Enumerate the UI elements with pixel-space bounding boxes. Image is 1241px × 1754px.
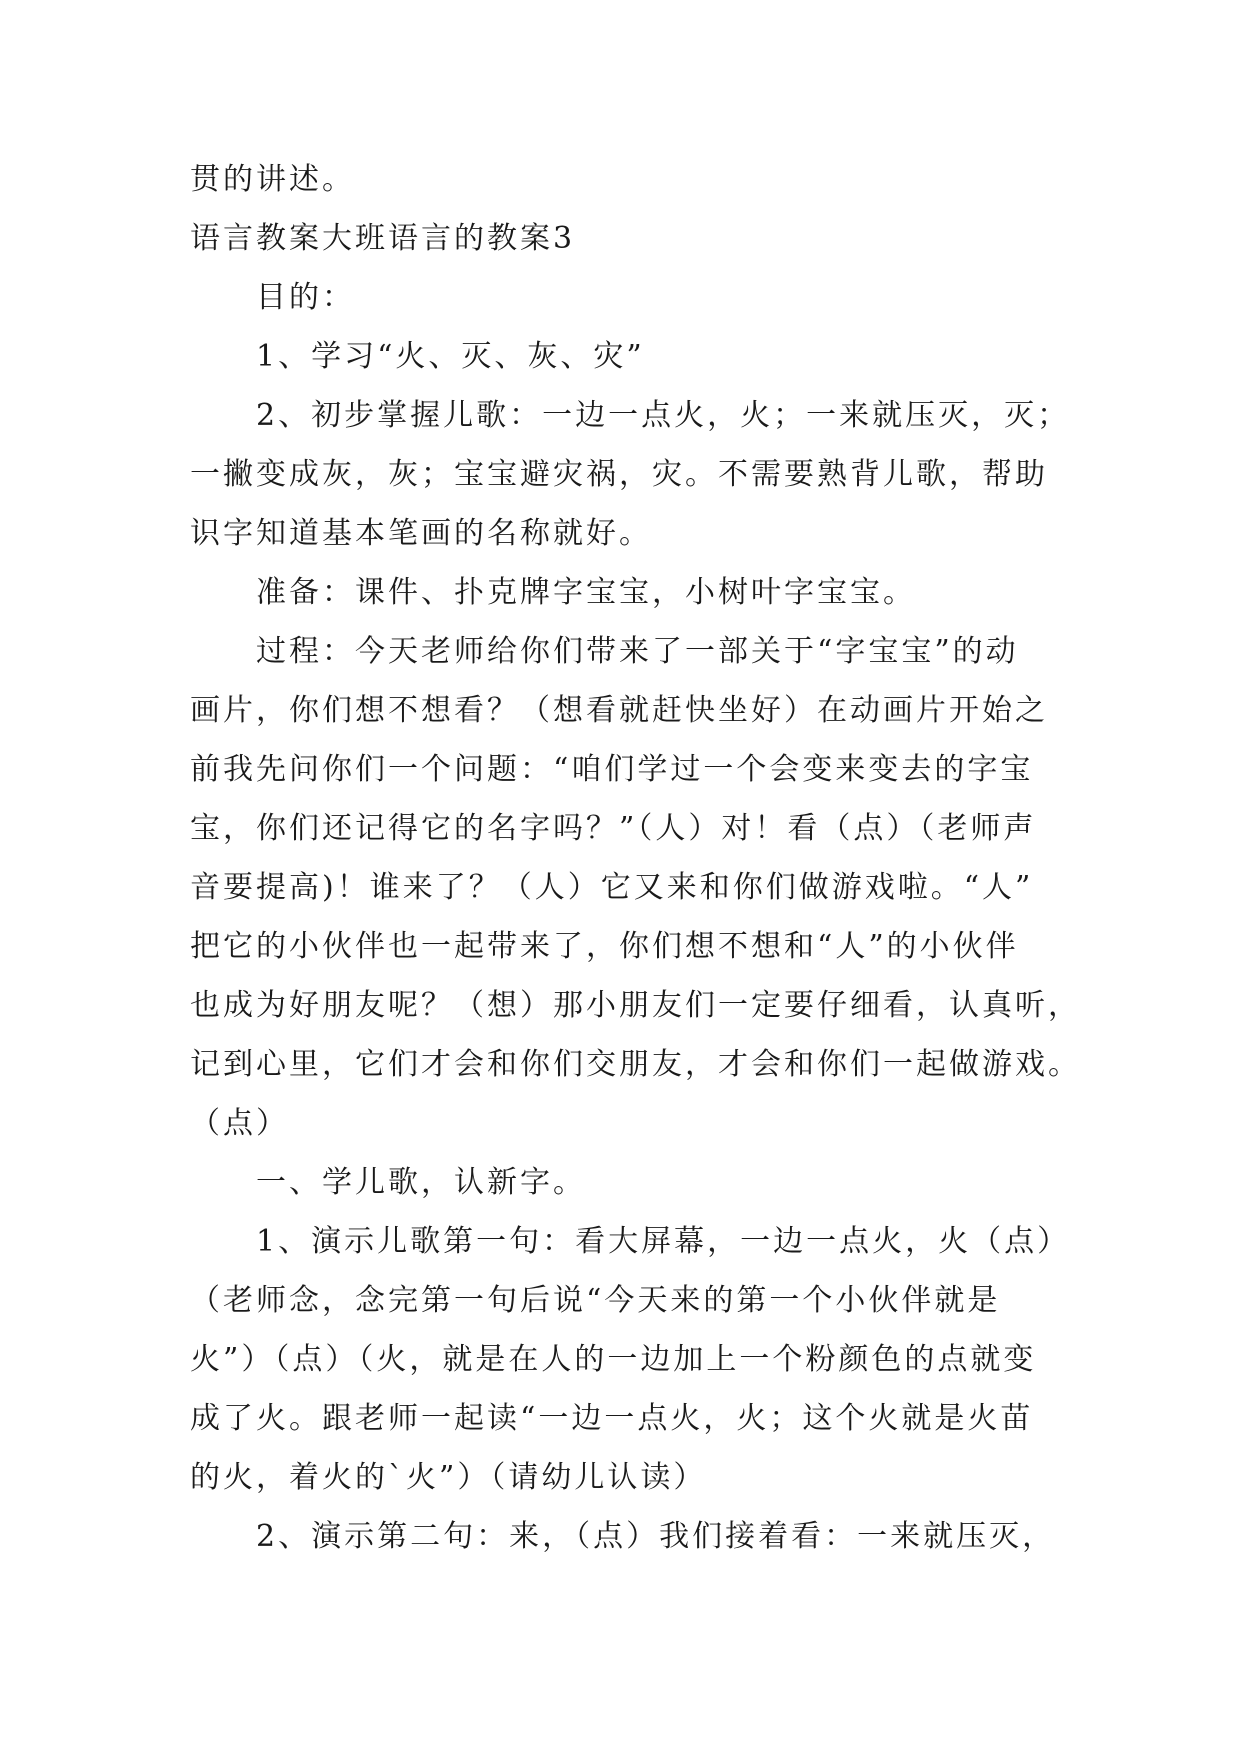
text-line: 1、学习“火、灭、灰、灾” [256,339,645,374]
text-line: 记到心里，它们才会和你们交朋友，才会和你们一起做游戏。 [190,1047,1081,1082]
section-heading: 语言教案大班语言的教案3 [190,221,576,256]
text-line: 音要提高)！谁来了？（人）它又来和你们做游戏啦。“人” [190,870,1034,905]
text-line: 一、学儿歌，认新字。 [256,1165,586,1200]
text-line: 火”）（点）（火，就是在人的一边加上一个粉颜色的点就变 [190,1342,1037,1377]
text-line: 一撇变成灰，灰；宝宝避灾祸，灾。不需要熟背儿歌，帮助 [190,457,1048,492]
text-line: 目的： [256,280,355,315]
text-line: 识字知道基本笔画的名称就好。 [190,516,652,551]
text-line: 把它的小伙伴也一起带来了，你们想不想和“人”的小伙伴 [190,929,1019,964]
text-line: 过程：今天老师给你们带来了一部关于“字宝宝”的动 [256,634,1019,669]
document-page [190,150,1090,1566]
text-line: 也成为好朋友呢？（想）那小朋友们一定要仔细看，认真听， [190,988,1081,1023]
text-line: 成了火。跟老师一起读“一边一点火，火；这个火就是火苗 [190,1401,1034,1436]
text-line: 宝，你们还记得它的名字吗？”（人）对！看（点）（老师声 [190,811,1037,846]
text-line: 2、演示第二句：来，（点）我们接着看：一来就压灭， [256,1519,1056,1554]
text-line: 画片，你们想不想看？（想看就赶快坐好）在动画片开始之 [190,693,1048,728]
text-line: 1、演示儿歌第一句：看大屏幕，一边一点火，火（点） [256,1224,1071,1259]
text-line: 2、初步掌握儿歌：一边一点火，火；一来就压灭，灭； [256,398,1071,433]
text-line: （点） [190,1106,289,1141]
text-line: （老师念，念完第一句后说“今天来的第一个小伙伴就是 [190,1283,1001,1318]
text-line: 前我先问你们一个问题：“咱们学过一个会变来变去的字宝 [190,752,1034,787]
text-line: 贯的讲述。 [190,162,355,197]
text-line: 的火，着火的`火”）（请幼儿认读） [190,1460,707,1495]
text-line: 准备：课件、扑克牌字宝宝，小树叶字宝宝。 [256,575,916,610]
